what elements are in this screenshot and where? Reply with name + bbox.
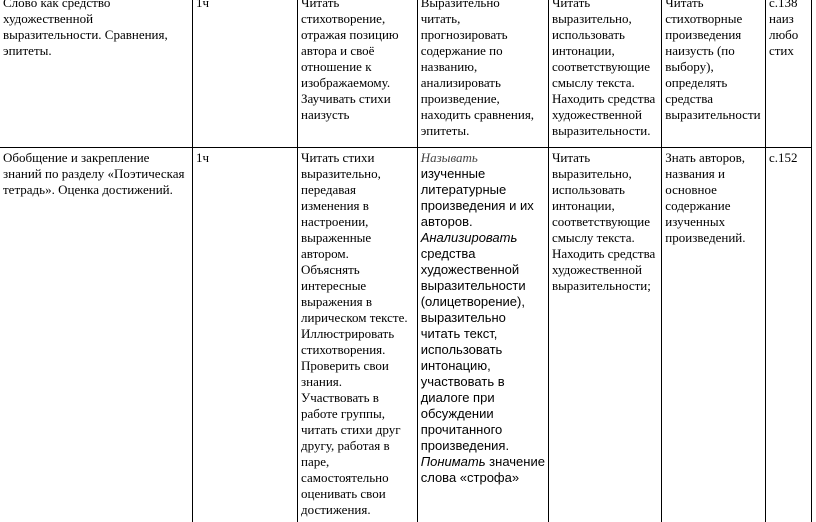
content-cell: Читать стихи выразительно, передавая изменения в настроении, выраженные автором. Объяснять интересные выражения в лирическом тексте. Иллюстрировать стихотворения. Проверить свои знания. Участвовать в работе группы, читать стихи друг другу, работая в паре, самостоятельно оценивать свои достижения.	[298, 148, 418, 522]
page-ref-cell: с.138 наиз любо стих	[765, 0, 811, 148]
table-row	[0, 0, 812, 148]
objectives-cell: Выразительно читать, прогнозировать содержание по названию, анализировать произведение, находить сравнения, эпитеты.	[417, 0, 548, 148]
personal-results-cell: Читать стихотворные произведения наизусть (по выбору), определять средства выразительности	[662, 0, 766, 148]
topic-cell: Слово как средство художественной выразительности. Сравнения, эпитеты.	[0, 0, 193, 148]
topic-cell: Обобщение и закрепление знаний по разделу «Поэтическая тетрадь». Оценка достижений.	[0, 148, 193, 522]
meta-skills-cell: Читать выразительно, использовать интонации, соответствующие смыслу текста. Находить средства художественной выразительности;	[548, 148, 661, 522]
hours-cell: 1ч	[193, 148, 298, 522]
meta-skills-cell: Читать выразительно, использовать интонации, соответствующие смыслу текста. Находить средства художественной выразительности.	[548, 0, 661, 148]
page-ref-cell: с.152	[765, 148, 811, 522]
personal-results-cell: Знать авторов, названия и основное содержание изученных произведений.	[662, 148, 766, 522]
content-cell: Читать стихотворение, отражая позицию автора и своё отношение к изображаемому. Заучивать стихи наизусть	[298, 0, 418, 148]
hours-cell: 1ч	[193, 0, 298, 148]
objectives-cell: Называть изученные литературные произведения и их авторов. Анализировать средства художественной выразительности (олицетворение), выразительно читать текст, использовать интонацию, участвовать в диалоге при обсуждении прочитанного произведения. Понимать значение слова «строфа»	[417, 148, 548, 522]
table-row	[0, 148, 812, 522]
